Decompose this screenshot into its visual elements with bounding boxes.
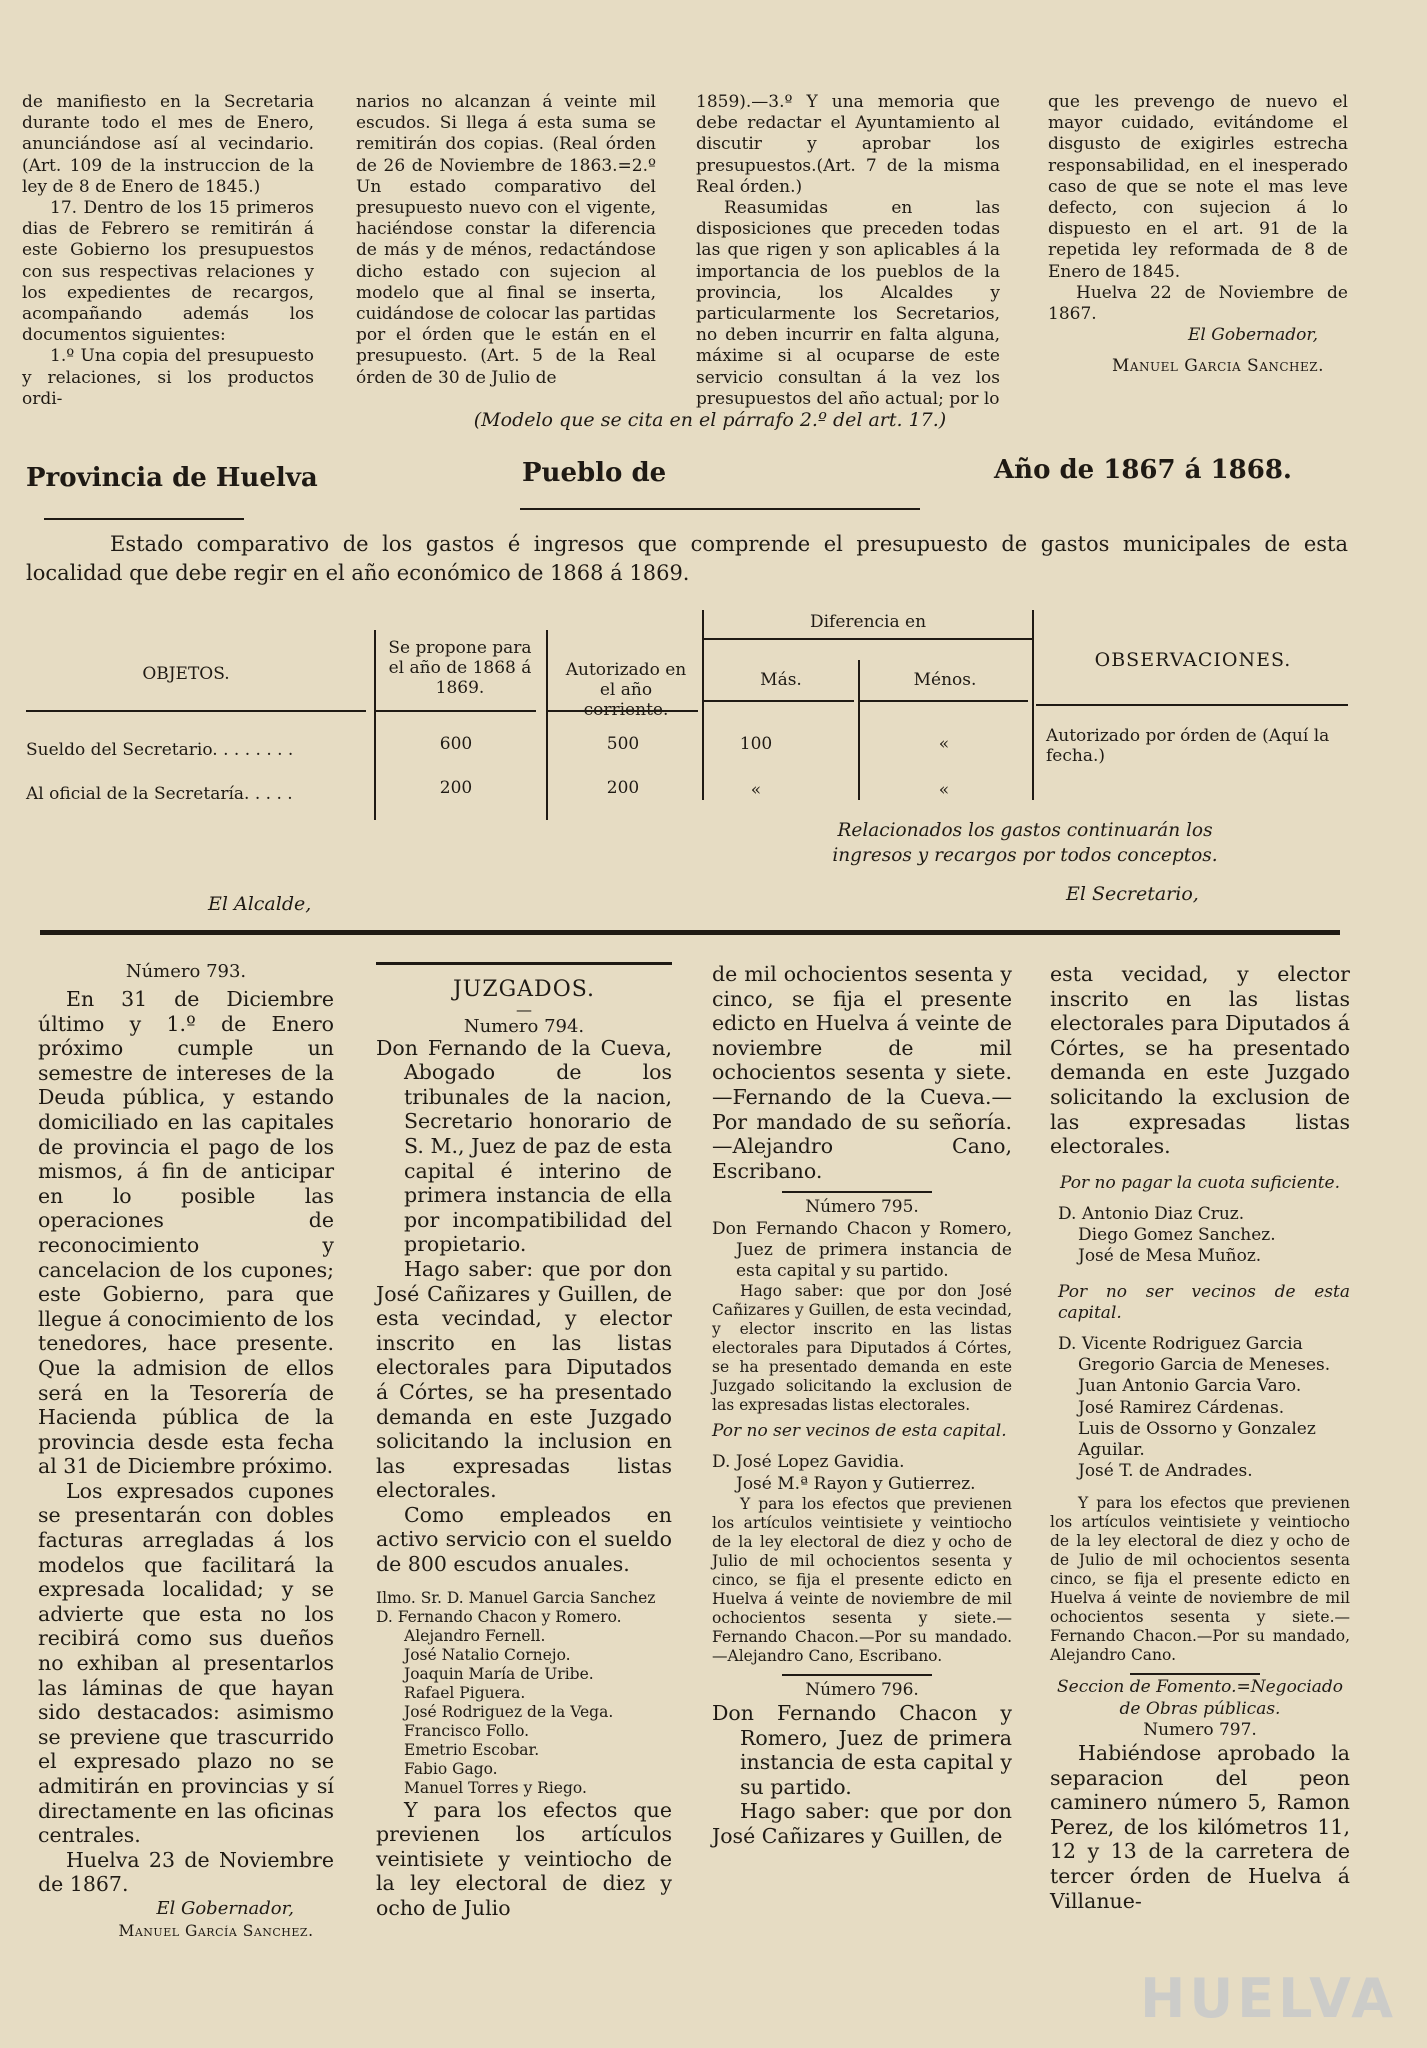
reason-heading: Por no pagar la cuota suficiente. [1060, 1172, 1340, 1193]
list-item: Ilmo. Sr. D. Manuel Garcia Sanchez [376, 1588, 656, 1607]
signer-name: Manuel Garcia Sanchez. [1111, 356, 1325, 377]
bottom-column-3 [712, 962, 1012, 1849]
notice-number: Número 793. [125, 961, 247, 982]
row-autorizado: 500 [606, 734, 640, 754]
row-propone: 200 [439, 778, 473, 798]
model-note: (Modelo que se cita en el párrafo 2.º del art. 17.) [473, 409, 947, 431]
list-item: José de Mesa Muñoz. [1078, 1246, 1262, 1267]
reason-heading: Por no ser vecinos de esta capital. [1058, 1281, 1350, 1323]
table-rule [26, 710, 366, 712]
signer-title: El Gobernador, [156, 1897, 294, 1919]
archive-watermark: HUELVA [1140, 1967, 1397, 2030]
row-mas: « [750, 780, 762, 800]
paragraph: Huelva 22 de Noviembre de 1867. [1048, 282, 1348, 325]
header-mas: Más. [760, 670, 802, 690]
section-divider [40, 930, 1340, 935]
list-item: José M.ª Rayon y Gutierrez. [736, 1473, 976, 1494]
paragraph: Hago saber: que por don José Cañizares y Guillen, de [712, 1799, 1012, 1848]
notice-number: Número 795. [805, 1197, 919, 1218]
list-item: D. Vicente Rodriguez Garcia [1058, 1333, 1303, 1354]
table-rule [1036, 704, 1348, 706]
list-item: José Ramirez Cárdenas. [1078, 1397, 1285, 1418]
paragraph: Hago saber: que por don José Cañizares y Guillen, de esta vecindad, y elector inscrito en las listas electorales para Diputados á Córtes, se ha presentado demanda en este Juzgado solicitando la inclusion en las expresadas listas electorales. [376, 1256, 672, 1503]
notice-separator [782, 1191, 932, 1193]
list-item: Emetrio Escobar. [404, 1740, 540, 1759]
paragraph: Y para los efectos que previenen los artículos veintisiete y veintiocho de la ley electoral de diez y ocho de Julio de mil ochocientos sesenta y cinco, se fija el presente edicto en Huelva á veinte de noviembre de mil ochocientos sesenta y siete.—Fernando Chacon.—Por su mandado.—Alejandro Cano, Escribano. [712, 1494, 1012, 1665]
list-item: Fabio Gago. [404, 1759, 498, 1778]
name-list [712, 1452, 1012, 1494]
notice-number: Número 796. [805, 1679, 919, 1700]
name-list [1050, 1204, 1350, 1268]
bottom-column-1 [38, 962, 334, 1941]
list-item: Rafael Piguera. [404, 1683, 526, 1702]
table-divider [858, 660, 860, 800]
list-item: Joaquin María de Uribe. [404, 1664, 594, 1683]
list-item: José Rodriguez de la Vega. [404, 1702, 614, 1721]
continuation-note: Relacionados los gastos continuarán los ingresos y recargos por todos conceptos. [832, 820, 1218, 866]
list-item: Alejandro Fernell. [404, 1626, 546, 1645]
header-objetos: OBJETOS. [142, 664, 230, 684]
comparison-table [26, 610, 1348, 805]
header-observaciones: OBSERVACIONES. [1094, 649, 1292, 671]
paragraph: 17. Dentro de los 15 primeros dias de Febrero se remitirán á este Gobierno los presupuestos con sus respectivas relaciones y los expedientes de recargos, acompañando además los documentos siguientes: [22, 198, 314, 346]
paragraph: narios no alcanzan á veinte mil escudos. Si llega á esta suma se remitirán dos copias. (Real órden de 26 de Noviembre de 1863.=2.º Un estado comparativo del presupuesto nuevo con el vigente, haciéndose constar la diferencia de más y de ménos, redactándose dicho estado con sujecion al modelo que al final se inserta, cuidándose de colocar las partidas por el órden que le están en el presupuesto. (Art. 5 de la Real órden de 30 de Julio de [356, 92, 656, 388]
section-dash: — [516, 999, 532, 1019]
table-rule [704, 638, 1032, 640]
top-column-1 [22, 92, 314, 410]
paragraph: que les prevengo de nuevo el mayor cuidado, evitándome el disgusto de exigirles estrecha responsabilidad, en el inesperado caso de que se note el mas leve defecto, con sujecion á lo dispuesto en el art. 91 de la repetida ley reformada de 8 de Enero de 1845. [1048, 92, 1348, 282]
year-heading: Año de 1867 á 1868. [994, 455, 1292, 485]
paragraph: de manifiesto en la Secretaria durante todo el mes de Enero, anunciándose así al vecindario.(Art. 109 de la instruccion de la ley de 8 de Enero de 1845.) [22, 92, 314, 197]
bottom-column-4 [1050, 962, 1350, 1913]
list-item: Juan Antonio Garcia Varo. [1078, 1376, 1302, 1397]
list-item: Luis de Ossorno y Gonzalez Aguilar. [1078, 1418, 1316, 1460]
form-intro: Estado comparativo de los gastos é ingresos que comprende el presupuesto de gastos municipales de esta localidad que debe regir en el año económico de 1868 á 1869. [26, 532, 1348, 585]
list-item: D. Fernando Chacon y Romero. [376, 1607, 622, 1626]
paragraph: Habiéndose aprobado la separacion del peon caminero número 5, Ramon Perez, de los kilómetros 11, 12 y 13 de la carretera de tercer órden de Huelva á Villanue- [1050, 1741, 1350, 1913]
secretario-signature: El Secretario, [1066, 883, 1199, 905]
row-propone: 600 [439, 734, 473, 754]
alcalde-signature: El Alcalde, [208, 893, 312, 915]
header-menos: Ménos. [913, 670, 977, 690]
list-item: Manuel Torres y Riego. [404, 1778, 587, 1797]
column-top-rule [376, 962, 672, 965]
table-rule [860, 700, 1028, 702]
notice-separator [782, 1674, 932, 1676]
paragraph: 1859).—3.º Y una memoria que debe redactar el Ayuntamiento al discutir y aprobar los presupuestos.(Art. 7 de la misma Real órden.) [696, 92, 1000, 197]
paragraph: Hago saber: que por don José Cañizares y Guillen, de esta vecindad, y elector inscrito en las listas electorales para Diputados á Córtes, se ha presentado demanda en este Juzgado solicitando la exclusion de las expresadas listas electorales. [712, 1282, 1012, 1415]
table-divider [1032, 610, 1034, 800]
row-mas: 100 [739, 734, 773, 754]
paragraph: Don Fernando de la Cueva, Abogado de los tribunales de la nacion, Secretario honorario de S. M., Juez de paz de esta capital é interino de primera instancia de ella por incompatibilidad del propietario. [376, 1035, 672, 1257]
paragraph: Huelva 23 de Noviembre de 1867. [38, 1847, 334, 1897]
bottom-column-2 [376, 978, 672, 1921]
paragraph: Don Fernando Chacon y Romero, Juez de primera instancia de esta capital y su partido. [712, 1218, 1012, 1281]
row-observaciones: Autorizado por órden de (Aquí la fecha.) [1046, 726, 1330, 766]
header-autorizado: Autorizado en el año corriente. [565, 660, 687, 720]
row-menos: « [938, 780, 950, 800]
reason-heading: Por no ser vecinos de esta capital. [712, 1421, 1007, 1442]
table-rule [376, 710, 536, 712]
paragraph: Y para los efectos que previenen los artículos veintisiete y veintiocho de la ley electoral de diez y ocho de Julio [376, 1797, 672, 1921]
notice-number: Numero 797. [1143, 1719, 1257, 1740]
list-item: Gregorio Garcia de Meneses. [1078, 1355, 1331, 1376]
top-column-3 [696, 92, 1000, 410]
notice-number: Numero 794. [463, 1015, 585, 1037]
paragraph: Como empleados en activo servicio con el sueldo de 800 escudos anuales. [376, 1502, 672, 1577]
top-column-2 [356, 92, 656, 389]
name-list [376, 1589, 672, 1798]
row-objeto: Sueldo del Secretario. . . . . . . . [26, 740, 294, 760]
top-column-4 [1048, 92, 1348, 378]
list-item: D. Antonio Diaz Cruz. [1058, 1203, 1245, 1224]
list-item: Diego Gomez Sanchez. [1078, 1225, 1276, 1246]
list-item: D. José Lopez Gavidia. [712, 1452, 905, 1473]
row-autorizado: 200 [606, 778, 640, 798]
province-underline [44, 518, 244, 520]
town-underline [520, 508, 920, 510]
paragraph: 1.º Una copia del presupuesto y relaciones, si los productos ordi- [22, 346, 314, 409]
paragraph: Y para los efectos que previenen los artículos veintisiete y veintiocho de la ley electoral de diez y ocho de de Julio de mil ochocientos sesenta cinco, se fija el presente edicto en Huelva á veinte de noviembre de mil ochocientos sesenta y siete.—Fernando Chacon.—Por su mandado, Alejandro Cano. [1050, 1494, 1350, 1665]
list-item: Francisco Follo. [404, 1721, 530, 1740]
section-heading: Seccion de Fomento.=Negociado de Obras públicas. [1056, 1677, 1344, 1719]
table-rule [704, 700, 854, 702]
paragraph: Don Fernando Chacon y Romero, Juez de primera instancia de esta capital y su partido. [712, 1700, 1012, 1799]
notice-separator [1130, 1673, 1260, 1675]
paragraph: En 31 de Diciembre último y 1.º de Enero próximo cumple un semestre de intereses de la Deuda pública, y estando domiciliado en las capitales de provincia el pago de los mismos, á fin de anticipar en lo posible las operaciones de reconocimiento y cancelacion de los cupones; este Gobierno, para que llegue á conocimiento de los tenedores, hace presente. Que la admision de ellos será en la Tesorería de Hacienda pública de la provincia desde esta fecha al 31 de Diciembre próximo. [38, 987, 334, 1479]
signer-title: El Gobernador, [1188, 325, 1318, 346]
section-title: JUZGADOS. [452, 977, 596, 1002]
paragraph: Los expresados cupones se presentarán con dobles facturas arregladas á los modelos que facilitará la expresada localidad; y se advierte que esta no los recibirá como sus dueños no exhiban al presentarlos las láminas de que hayan sido destacados: asimismo se previene que trascurrido el expresado plazo no se admitirán en provincias y sí directamente en las oficinas centrales. [38, 1478, 334, 1848]
list-item: José T. de Andrades. [1078, 1461, 1253, 1482]
row-menos: « [938, 734, 950, 754]
signer-name: Manuel García Sanchez. [118, 1921, 314, 1940]
list-item: José Natalio Cornejo. [404, 1645, 571, 1664]
header-diferencia: Diferencia en [809, 612, 927, 632]
paragraph: esta vecidad, y elector inscrito en las listas electorales para Diputados á Córtes, se ha presentado demanda en este Juzgado solicitando la exclusion de las expresadas listas electorales. [1050, 962, 1350, 1159]
paragraph: de mil ochocientos sesenta y cinco, se fija el presente edicto en Huelva á veinte de noviembre de mil ochocientos sesenta y siete.—Fernando de la Cueva.—Por mandado de su señoría.—Alejandro Cano, Escribano. [712, 962, 1012, 1183]
town-heading: Pueblo de [522, 458, 667, 488]
row-objeto: Al oficial de la Secretaría. . . . . [26, 784, 293, 804]
province-heading: Provincia de Huelva [26, 463, 318, 493]
paragraph: Reasumidas en las disposiciones que preceden todas las que rigen y son aplicables á la importancia de los pueblos de la provincia, los Alcaldes y particularmente los Secretarios, no deben incurrir en falta alguna, máxime si al ocuparse de este servicio consultan á la vez los presupuestos del año actual; por lo [696, 198, 1000, 409]
name-list [1050, 1334, 1350, 1482]
header-propone: Se propone para el año de 1868 á 1869. [388, 638, 532, 698]
